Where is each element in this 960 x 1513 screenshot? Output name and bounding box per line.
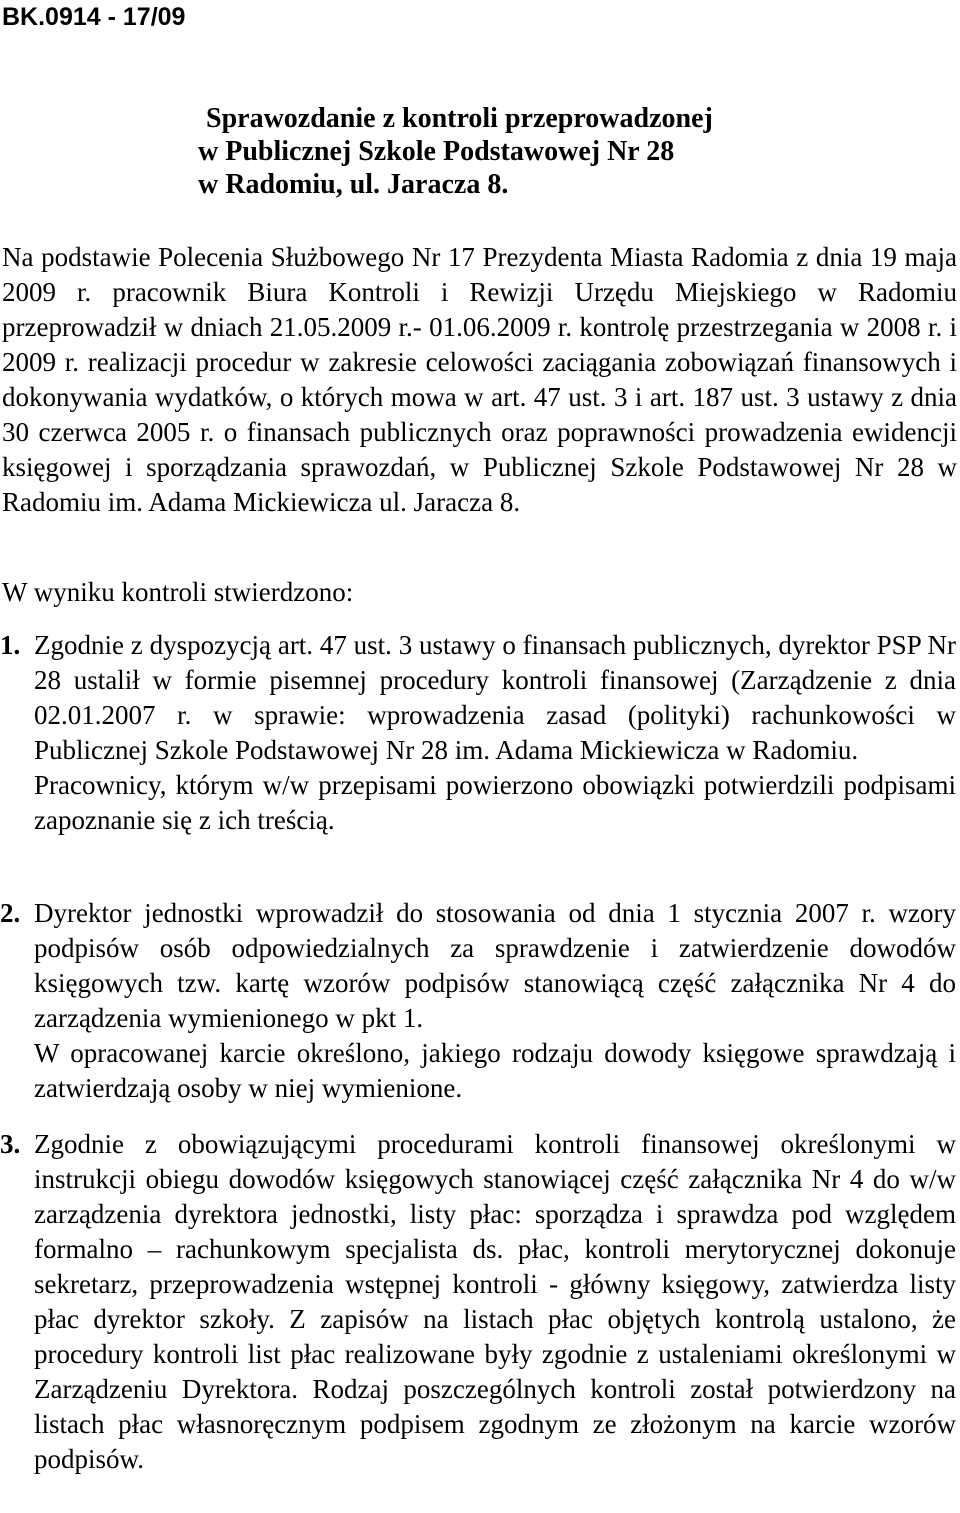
- point-paragraph: Zgodnie z dyspozycją art. 47 ust. 3 ustawy o finansach publicznych, dyrektor PSP Nr 28 ustalił w formie pisemnej procedury kontroli finansowej (Zarządzenie z dnia 02.01.2007 r. w sprawie: wprowadzenia zasad (polityki) rachunkowości w Publicznej Szkole Podstawowej Nr 28 im. Adama Mickiewicza w Radomiu.: [34, 630, 956, 765]
- finding-point-3: [0, 1127, 956, 1477]
- findings-heading: W wyniku kontroli stwierdzono:: [2, 577, 354, 607]
- point-number: 3.: [0, 1129, 21, 1159]
- document-title: [198, 102, 713, 201]
- point-paragraph: W opracowanej karcie określono, jakiego rodzaju dowody księgowe sprawdzają i zatwierdzają osoby w niej wymienione.: [34, 1038, 956, 1103]
- title-line-2: w Publicznej Szkole Podstawowej Nr 28: [198, 136, 675, 167]
- point-paragraph: Pracownicy, którym w/w przepisami powierzono obowiązki potwierdzili podpisami zapoznanie się z ich treścią.: [34, 770, 956, 835]
- finding-point-2: [0, 896, 956, 1106]
- point-paragraph: Zgodnie z obowiązującymi procedurami kontroli finansowej określonymi w instrukcji obiegu dowodów księgowych stanowiącej część załącznika Nr 4 do w/w zarządzenia dyrektora jednostki, listy płac: sporządza i sprawdza pod względem formalno – rachunkowym specjalista ds. płac, kontroli merytorycznej dokonuje sekretarz, przeprowadzenia wstępnej kontroli - główny księgowy, zatwierdza listy płac dyrektor szkoły. Z zapisów na listach płac objętych kontrolą ustalono, że procedury kontroli list płac realizowane były zgodnie z ustaleniami określonymi w Zarządzeniu Dyrektora. Rodzaj poszczególnych kontroli został potwierdzony na listach płac własnoręcznym podpisem zgodnym ze złożonym na karcie wzorów podpisów.: [34, 1129, 956, 1474]
- intro-paragraph: Na podstawie Polecenia Służbowego Nr 17 Prezydenta Miasta Radomia z dnia 19 maja 2009 r. pracownik Biura Kontroli i Rewizji Urzędu Miejskiego w Radomiu przeprowadził w dniach 21.05.2009 r.- 01.06.2009 r. kontrolę przestrzegania w 2008 r. i 2009 r. realizacji procedur w zakresie celowości zaciągania zobowiązań finansowych i dokonywania wydatków, o których mowa w art. 47 ust. 3 i art. 187 ust. 3 ustawy z dnia 30 czerwca 2005 r. o finansach publicznych oraz poprawności prowadzenia ewidencji księgowej i sporządzania sprawozdań, w Publicznej Szkole Podstawowej Nr 28 w Radomiu im. Adama Mickiewicza ul. Jaracza 8.: [2, 242, 957, 517]
- point-number: 2.: [0, 898, 21, 928]
- title-line-3: w Radomiu, ul. Jaracza 8.: [198, 169, 509, 200]
- point-paragraph: Dyrektor jednostki wprowadził do stosowania od dnia 1 stycznia 2007 r. wzory podpisów osób odpowiedzialnych za sprawdzenie i zatwierdzenie dowodów księgowych tzw. kartę wzorów podpisów stanowiącą część załącznika Nr 4 do zarządzenia wymienionego w pkt 1.: [34, 898, 956, 1033]
- title-line-1: Sprawozdanie z kontroli przeprowadzonej: [206, 103, 713, 134]
- point-number: 1.: [0, 630, 21, 660]
- finding-point-1: [0, 628, 956, 838]
- document-reference-number: BK.0914 - 17/09: [2, 3, 186, 31]
